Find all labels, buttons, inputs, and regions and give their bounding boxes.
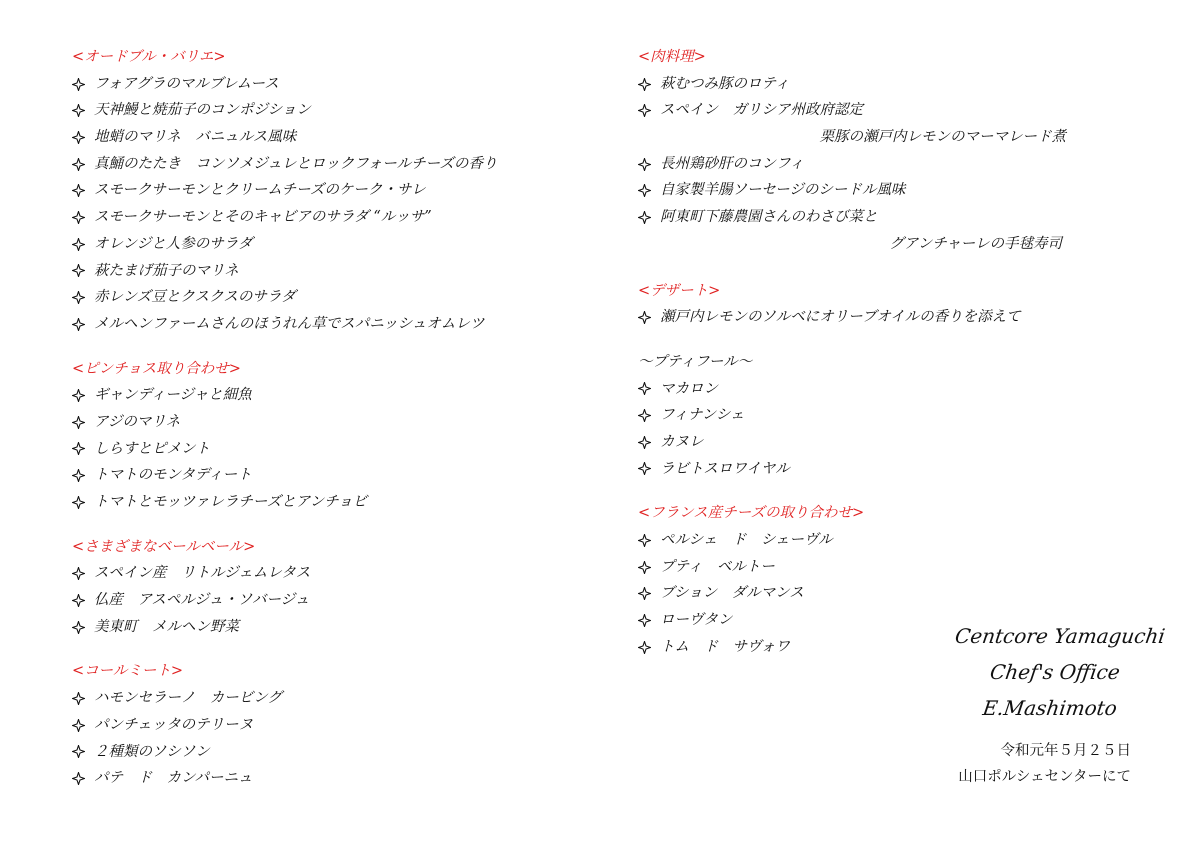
menu-item bbox=[638, 304, 1158, 331]
menu-item bbox=[72, 71, 592, 98]
four-point-star-icon bbox=[72, 719, 85, 732]
menu-item-label: オレンジと人参のサラダ bbox=[94, 235, 253, 252]
section-dessert bbox=[638, 278, 1158, 331]
menu-item bbox=[72, 311, 592, 338]
menu-item-label: トマトのモンタディート bbox=[94, 467, 252, 484]
menu-item bbox=[72, 204, 592, 231]
four-point-star-icon bbox=[638, 614, 651, 627]
four-point-star-icon bbox=[72, 104, 85, 117]
section-pintxos bbox=[72, 356, 592, 516]
menu-item-label: スモークサーモンとクリームチーズのケーク・サレ bbox=[94, 182, 426, 199]
menu-item-label: ハモンセラーノ カービング bbox=[94, 690, 282, 707]
menu-item bbox=[72, 284, 592, 311]
menu-item-label: ２種類のソシソン bbox=[94, 743, 210, 760]
four-point-star-icon bbox=[638, 104, 651, 117]
menu-item bbox=[72, 685, 592, 712]
menu-item-label: パンチェッタのテリーヌ bbox=[94, 716, 254, 733]
menu-item bbox=[638, 97, 1158, 124]
menu-item-label: しらすとピメント bbox=[94, 440, 210, 457]
section-vert-vert bbox=[72, 534, 592, 641]
four-point-star-icon bbox=[72, 442, 85, 455]
menu-item bbox=[638, 204, 1158, 231]
menu-item-label: トム ド サヴォワ bbox=[660, 638, 790, 655]
menu-item bbox=[72, 462, 592, 489]
right-column bbox=[638, 44, 1158, 678]
four-point-star-icon bbox=[72, 469, 85, 482]
chef-signature bbox=[932, 618, 1177, 726]
menu-item bbox=[638, 554, 1158, 581]
menu-item bbox=[72, 151, 592, 178]
menu-item bbox=[638, 527, 1158, 554]
menu-item-label: 萩たまげ茄子のマリネ bbox=[94, 262, 239, 279]
menu-item-label: 阿東町下藤農園さんのわさび菜と bbox=[660, 209, 878, 226]
left-column bbox=[72, 44, 592, 810]
four-point-star-icon bbox=[638, 561, 651, 574]
four-point-star-icon bbox=[72, 594, 85, 607]
menu-item bbox=[638, 429, 1158, 456]
menu-item bbox=[638, 376, 1158, 403]
menu-item-label: 長州鶏砂肝のコンフィ bbox=[660, 155, 804, 172]
menu-item bbox=[638, 402, 1158, 429]
four-point-star-icon bbox=[72, 496, 85, 509]
menu-item-label: ギャンディージャと細魚 bbox=[94, 387, 252, 404]
menu-item-label: フォアグラのマルブレムース bbox=[94, 75, 279, 92]
menu-item bbox=[72, 97, 592, 124]
section-heading: <フランス産チーズの取り合わせ> bbox=[638, 505, 865, 522]
menu-item-label: プティ ベルトー bbox=[660, 558, 775, 575]
menu-item-label: ラビトスロワイヤル bbox=[660, 460, 790, 477]
menu-item-label: 美東町 メルヘン野菜 bbox=[94, 618, 239, 635]
menu-item-label: ブション ダルマンス bbox=[660, 585, 804, 602]
four-point-star-icon bbox=[72, 264, 85, 277]
menu-item-label: スモークサーモンとそのキャビアのサラダ “ルッサ” bbox=[94, 209, 432, 226]
menu-item bbox=[72, 739, 592, 766]
signature-line: Chef's Office bbox=[988, 660, 1122, 684]
section-heading: <コールミート> bbox=[72, 663, 184, 680]
menu-item-label: アジのマリネ bbox=[94, 413, 181, 430]
menu-item-label: ローヴタン bbox=[660, 612, 733, 629]
menu-item-label: 仏産 アスペルジュ・ソバージュ bbox=[94, 592, 310, 609]
four-point-star-icon bbox=[72, 78, 85, 91]
event-date: 令和元年５月２５日 bbox=[1000, 743, 1131, 759]
menu-item-label: 天神鰻と焼茄子のコンポジション bbox=[94, 102, 311, 119]
four-point-star-icon bbox=[638, 158, 651, 171]
menu-item-label: 萩むつみ豚のロティ bbox=[660, 75, 790, 92]
menu-item bbox=[72, 587, 592, 614]
section-heading: <デザート> bbox=[638, 282, 721, 299]
menu-item-label: パテ ド カンパーニュ bbox=[94, 770, 253, 787]
menu-item bbox=[638, 456, 1158, 483]
menu-item-label: スペイン産 リトルジェムレタス bbox=[94, 565, 311, 582]
section-heading: <さまざまなベールベール> bbox=[72, 538, 256, 555]
four-point-star-icon bbox=[638, 534, 651, 547]
section-heading: <肉料理> bbox=[638, 49, 706, 65]
four-point-star-icon bbox=[638, 78, 651, 91]
menu-item bbox=[72, 409, 592, 436]
four-point-star-icon bbox=[638, 462, 651, 475]
section-heading: ～プティフール～ bbox=[638, 353, 753, 370]
menu-item bbox=[72, 560, 592, 587]
four-point-star-icon bbox=[638, 184, 651, 197]
four-point-star-icon bbox=[72, 211, 85, 224]
section-petit-four bbox=[638, 349, 1158, 482]
menu-item bbox=[638, 151, 1158, 178]
menu-item-label: トマトとモッツァレラチーズとアンチョビ bbox=[94, 494, 368, 510]
four-point-star-icon bbox=[72, 389, 85, 402]
signature-line: Centcore Yamaguchi bbox=[953, 624, 1167, 648]
four-point-star-icon bbox=[72, 692, 85, 705]
four-point-star-icon bbox=[72, 416, 85, 429]
menu-item-label: スペイン ガリシア州政府認定 bbox=[660, 102, 863, 119]
menu-item bbox=[72, 712, 592, 739]
menu-item-label: 瀬戸内レモンのソルベにオリーブオイルの香りを添えて bbox=[660, 309, 1021, 326]
section-hors-doeuvre bbox=[72, 44, 592, 338]
menu-item bbox=[638, 177, 1158, 204]
signature-line: E.Mashimoto bbox=[981, 696, 1119, 720]
four-point-star-icon bbox=[72, 318, 85, 331]
menu-item-label: 自家製羊腸ソーセージのシードル風味 bbox=[660, 182, 906, 199]
section-cold-meat bbox=[72, 658, 592, 791]
menu-item-label: 赤レンズ豆とクスクスのサラダ bbox=[94, 289, 296, 306]
menu-item-continuation: グアンチャーレの手毬寿司 bbox=[889, 235, 1062, 252]
menu-item-label: 地蛸のマリネ バニュルス風味 bbox=[94, 129, 297, 146]
four-point-star-icon bbox=[72, 184, 85, 197]
menu-item-label: フィナンシェ bbox=[660, 407, 745, 424]
menu-item bbox=[72, 436, 592, 463]
menu-item-label: メルヘンファームさんのほうれん草でスパニッシュオムレツ bbox=[94, 315, 485, 332]
menu-item bbox=[72, 258, 592, 285]
menu-item-label: カヌレ bbox=[660, 433, 704, 450]
section-heading: <オードブル・バリエ> bbox=[72, 49, 226, 65]
four-point-star-icon bbox=[72, 621, 85, 634]
four-point-star-icon bbox=[72, 567, 85, 580]
four-point-star-icon bbox=[72, 238, 85, 251]
menu-item bbox=[72, 231, 592, 258]
four-point-star-icon bbox=[638, 382, 651, 395]
section-heading: <ピンチョス取り合わせ> bbox=[72, 360, 241, 377]
four-point-star-icon bbox=[638, 311, 651, 324]
menu-item bbox=[72, 177, 592, 204]
menu-item bbox=[638, 71, 1158, 98]
menu-item bbox=[72, 765, 592, 792]
four-point-star-icon bbox=[638, 641, 651, 654]
menu-item bbox=[72, 614, 592, 641]
menu-item-label: マカロン bbox=[660, 380, 718, 397]
menu-footer bbox=[958, 738, 1131, 790]
four-point-star-icon bbox=[638, 409, 651, 422]
four-point-star-icon bbox=[72, 158, 85, 171]
menu-item-label: ペルシェ ド シェーヴル bbox=[660, 532, 833, 548]
menu-item bbox=[72, 124, 592, 151]
section-meat bbox=[638, 44, 1158, 258]
four-point-star-icon bbox=[72, 772, 85, 785]
menu-item bbox=[72, 382, 592, 409]
four-point-star-icon bbox=[638, 587, 651, 600]
four-point-star-icon bbox=[72, 291, 85, 304]
four-point-star-icon bbox=[72, 131, 85, 144]
menu-item-label: 真鯒のたたき コンソメジュレとロックフォールチーズの香り bbox=[94, 155, 498, 172]
menu-item bbox=[72, 489, 592, 516]
four-point-star-icon bbox=[638, 211, 651, 224]
four-point-star-icon bbox=[638, 436, 651, 449]
menu-item-continuation: 栗豚の瀬戸内レモンのマーマレード煮 bbox=[819, 129, 1066, 146]
four-point-star-icon bbox=[72, 745, 85, 758]
menu-item bbox=[638, 580, 1158, 607]
event-place: 山口ポルシェセンターにて bbox=[958, 769, 1131, 785]
